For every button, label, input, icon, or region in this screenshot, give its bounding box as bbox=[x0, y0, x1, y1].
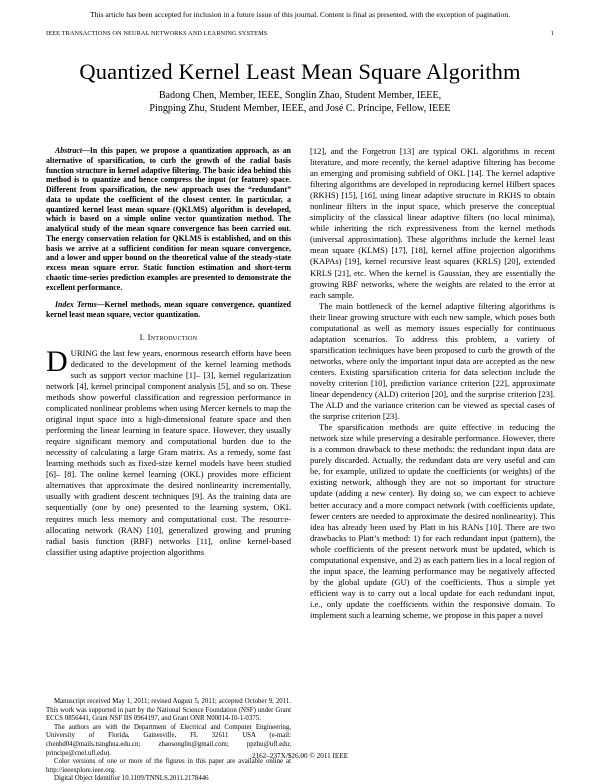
section-number: I. bbox=[139, 331, 146, 342]
journal-name: IEEE TRANSACTIONS ON NEURAL NETWORKS AND LEARNING SYSTEMS bbox=[46, 30, 268, 37]
section-title: Introduction bbox=[147, 331, 198, 342]
right-paragraph-3: The sparsification methods are quite effective in reducing the network size while preserving a desirable performance. However, there is a common drawback to these methods: the redundant input data are purely discarded. Actually, the redundant data are very useful and can be, for example, utilized to update the coefficients (or weights) of the existing network, although they are not so important for structure update (adding a new center). By doing so, we can expect to achieve better accuracy and a more compact network (with coefficients update, fewer centers are needed to approximate the desired nonlinearity). This idea has already been used by Platt in his RANs [10]. There are two drawbacks to Platt’s method: 1) for each redundant input (pattern), the whole coefficients of the present network must be updated, which is computational expensive, and 2) as each pattern lies in a local region of the input space, the learning performance may be negatively affected by the global update (GU) of the coefficients. Thus a simple yet efficient way is to carry out a local update for each redundant input, i.e., only update the coefficients within the responsive domain. To implement such a learning scheme, we propose in this paper a novel bbox=[310, 422, 555, 620]
copyright-line: 2162–237X/$26.00 © 2011 IEEE bbox=[251, 752, 349, 760]
author-block bbox=[80, 90, 520, 115]
footnotes bbox=[46, 698, 291, 784]
footnote-manuscript: Manuscript received May 1, 2011; revised August 5, 2011; accepted October 9, 2011. This work was supported in part by the National Science Foundation (NSF) under Grant ECCS 0856441, Grant NSF IIS 0964197, and Grant ONR N00014-10-1-0375. bbox=[46, 698, 291, 723]
right-column bbox=[310, 146, 555, 621]
index-terms-label: Index Terms bbox=[55, 300, 97, 310]
abstract-label: Abstract bbox=[55, 146, 83, 155]
index-terms-text: —Kernel methods, mean square convergence, quantized kernel least mean square, vector quantization. bbox=[46, 300, 291, 319]
intro-paragraph bbox=[46, 344, 291, 558]
left-column bbox=[46, 146, 291, 558]
section-heading bbox=[46, 332, 291, 343]
paper-title: Quantized Kernel Least Mean Square Algorithm bbox=[79, 59, 521, 84]
drop-cap: D bbox=[46, 344, 68, 378]
intro-text: the last few years, enormous research efforts have been dedicated to the development of the kernel learning methods such as support vector machine [1]– [3], kernel regularization network [4], kernel principal component analysis [5], and so on. These methods show powerful classification and regression performance in complicated nonlinear problems when using Mercer kernels to map the original input space into a high-dimensional feature space and then performing the linear learning in feature space. However, they usually require significant memory and computational burden due to the necessity of calculating a large Gram matrix. As a remedy, some fast learning methods such as fixed-size kernel models have been studied [6]– [8]. The online kernel learning (OKL) provides more efficient alternatives that approximate the desired nonlinearity incrementally, usually with gradient descent techniques [9]. As the training data are sequentially (one by one) presented to the learning system, OKL requires much less memory and computational cost. The resource-allocating network (RAN) [10], generalized growing and pruning radial basis function (RBF) networks [11], online kernel-based classifier using adaptive projection algorithms bbox=[46, 347, 291, 557]
page-number: 1 bbox=[550, 30, 554, 37]
footnote-color: Color versions of one or more of the figures in this paper are available online at http://ieeexplore.ieee.org. bbox=[46, 758, 291, 774]
abstract-text: —In this paper, we propose a quantization approach, as an alternative of sparsification, to curb the growth of the radial basis function structure in kernel adaptive filtering. The basic idea behind this method is to quantize and hence compress the input (or feature) space. Different from sparsification, the new approach uses the “redundant” data to update the coefficient of the closest center. In particular, a quantized kernel least mean square (QKLMS) algorithm is developed, which is based on a simple online vector quantization method. The analytical study of the mean square convergence has been carried out. The energy conservation relation for QKLMS is established, and on this basis we arrive at a sufficient condition for mean square convergence, and a lower and upper bound on the theoretical value of the steady-state excess mean square error. Static function estimation and short-term chaotic time-series prediction examples are presented to demonstrate the excellent performance. bbox=[46, 146, 291, 292]
right-paragraph-1: [12], and the Forgetron [13] are typical OKL algorithms in recent literature, and more recently, the kernel adaptive filtering has become an emerging and promising subfield of OKL [14]. The kernel adaptive filtering algorithms are developed in reproducing kernel Hilbert spaces (RKHS) [15], [16], using linear adaptive structure in RKHS to obtain nonlinear filters in the input space, which preserve the conceptual simplicity of the classical linear adaptive filters (no local minima), while inheriting the rich expressiveness from the kernel methods (universal approximation). These algorithms include the kernel least mean square (KLMS) [17], [18], kernel affine projection algorithms (KAPAs) [19], kernel recursive least squares (KRLS) [20], extended KRLS [21], etc. When the kernel is Gaussian, they are essentially the growing RBF networks, where the weights are related to the error at each sample. bbox=[310, 146, 555, 300]
running-head bbox=[46, 30, 554, 37]
acceptance-notice: This article has been accepted for inclusion in a future issue of this journal. Content is final as presented, with the exception of pagination. bbox=[89, 10, 511, 19]
footnote-doi: Digital Object Identifier 10.1109/TNNLS.2011.2178446 bbox=[54, 775, 209, 783]
footnote-affiliation: The authors are with the Department of Electrical and Computer Engineering, University of Florida, Gainesville, FL 32611 USA (e-mail: chenbd04@mails.tsinghua.edu.cn; zhaosonglin@gmail.com; ppzhu@ufl.edu; principe@cnel.ufl.edu). bbox=[46, 723, 291, 757]
authors-line-1: Badong Chen, Member, IEEE, Songlin Zhao, Student Member, IEEE, bbox=[158, 90, 442, 101]
authors-line-2: Pingping Zhu, Student Member, IEEE, and José C. Príncipe, Fellow, IEEE bbox=[149, 102, 451, 114]
right-paragraph-2: The main bottleneck of the kernel adaptive filtering algorithms is their linear growing structure with each new sample, which poses both computational as well as memory issues especially for continuous adaptation scenarios. To address this problem, a variety of sparsification techniques have been proposed to curb the growth of the networks, where only the important input data are accepted as the new centers. Existing sparsification criteria for data selection include the novelty criterion [10], prediction variance criterion [22], approximate linear dependency (ALD) criterion [20], and the surprise criterion [23]. The ALD and the variance criterion can be viewed as special cases of the surprise criterion [23]. bbox=[310, 300, 555, 422]
index-terms bbox=[46, 300, 291, 320]
intro-first-word: URING bbox=[70, 347, 98, 358]
abstract bbox=[46, 146, 291, 292]
